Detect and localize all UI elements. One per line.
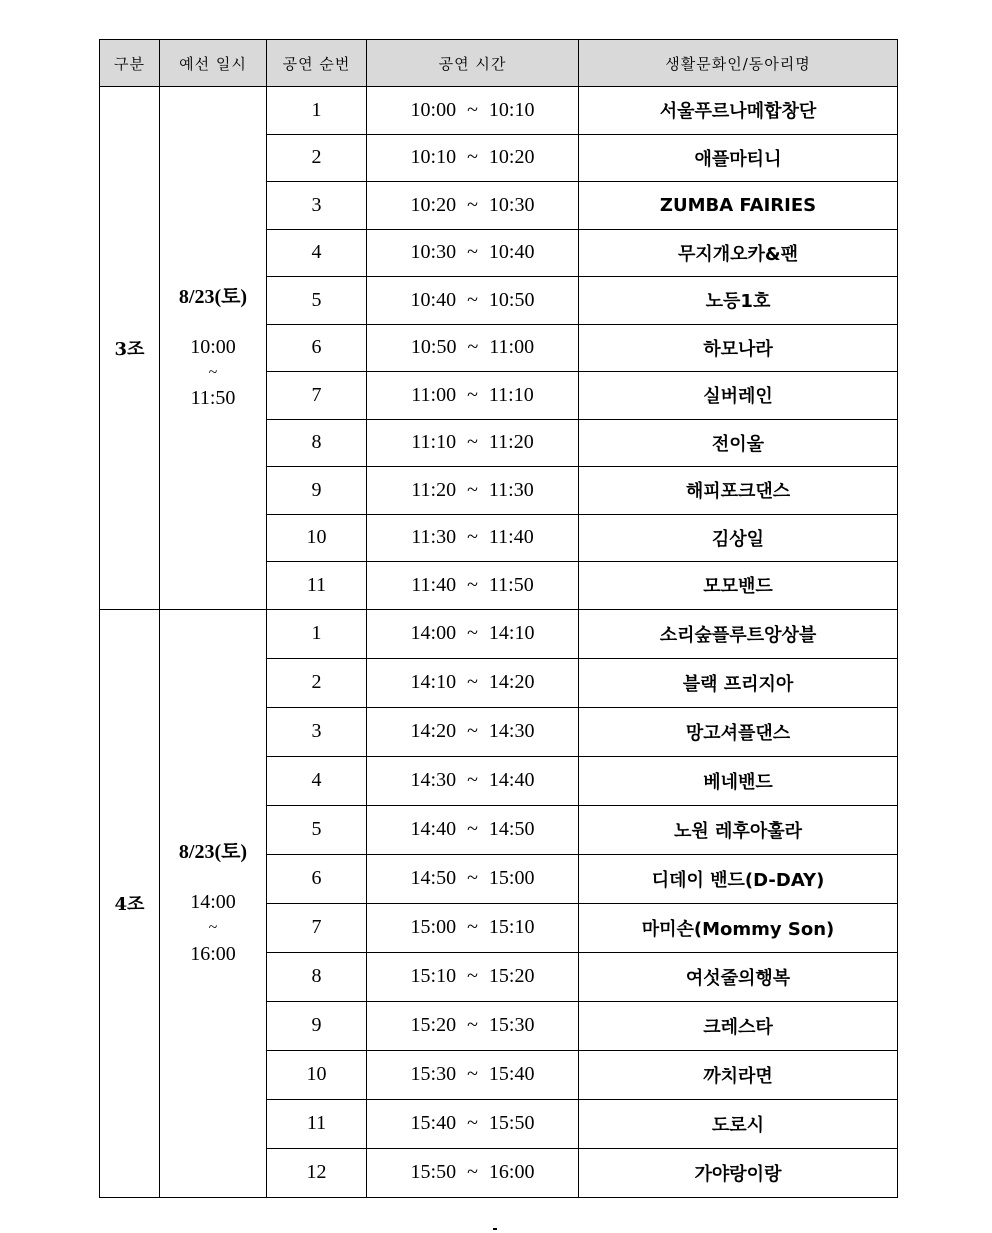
performance-time: 11:30 ~ 11:40 — [367, 514, 579, 562]
performance-time: 10:30 ~ 10:40 — [367, 229, 579, 277]
performance-order: 3 — [267, 707, 367, 756]
club-name: 노등1호 — [579, 277, 898, 325]
performance-time: 11:20 ~ 11:30 — [367, 467, 579, 515]
prelim-date: 8/23(토) — [178, 286, 248, 309]
performance-time: 14:00 ~ 14:10 — [367, 609, 579, 658]
performance-time: 10:40 ~ 10:50 — [367, 277, 579, 325]
page-footer-mark — [493, 1228, 497, 1230]
club-name: 베네밴드 — [579, 756, 898, 805]
club-name: 소리숲플루트앙상블 — [579, 609, 898, 658]
club-name: 가야랑이랑 — [579, 1148, 898, 1197]
performance-order: 1 — [267, 87, 367, 135]
performance-time: 15:40 ~ 15:50 — [367, 1099, 579, 1148]
club-name: ZUMBA FAIRIES — [579, 182, 898, 230]
club-name: 애플마티니 — [579, 134, 898, 182]
club-name: 여섯줄의행복 — [579, 952, 898, 1001]
performance-order: 12 — [267, 1148, 367, 1197]
performance-order: 4 — [267, 229, 367, 277]
performance-time: 14:10 ~ 14:20 — [367, 658, 579, 707]
prelim-end-time: 16:00 — [190, 942, 236, 965]
performance-time: 10:00 ~ 10:10 — [367, 87, 579, 135]
prelim-start-time: 10:00 — [190, 336, 236, 359]
performance-order: 8 — [267, 952, 367, 1001]
performance-order: 9 — [267, 467, 367, 515]
performance-order: 11 — [267, 1099, 367, 1148]
header-club-name: 생활문화인/동아리명 — [579, 40, 898, 87]
club-name: 도로시 — [579, 1099, 898, 1148]
table-row — [100, 87, 898, 135]
performance-order: 6 — [267, 324, 367, 372]
performance-time: 15:30 ~ 15:40 — [367, 1050, 579, 1099]
group-label: 3조 — [100, 87, 160, 610]
performance-order: 7 — [267, 372, 367, 420]
performance-order: 9 — [267, 1001, 367, 1050]
header-performance-time: 공연 시간 — [367, 40, 579, 87]
schedule-table — [99, 39, 898, 1198]
club-name: 무지개오카&팬 — [579, 229, 898, 277]
table-row — [100, 609, 898, 658]
header-prelim-datetime: 예선 일시 — [160, 40, 267, 87]
prelim-datetime-cell — [160, 609, 267, 1197]
prelim-time-tilde: ~ — [208, 364, 218, 382]
club-name: 크레스타 — [579, 1001, 898, 1050]
performance-time: 15:00 ~ 15:10 — [367, 903, 579, 952]
performance-time: 14:20 ~ 14:30 — [367, 707, 579, 756]
prelim-end-time: 11:50 — [190, 387, 236, 410]
schedule-body — [100, 87, 898, 1198]
performance-order: 10 — [267, 1050, 367, 1099]
header-group: 구분 — [100, 40, 160, 87]
club-name: 모모밴드 — [579, 562, 898, 610]
club-name: 실버레인 — [579, 372, 898, 420]
performance-time: 15:10 ~ 15:20 — [367, 952, 579, 1001]
club-name: 노원 레후아훌라 — [579, 805, 898, 854]
club-name: 서울푸르나메합창단 — [579, 87, 898, 135]
prelim-start-time: 14:00 — [190, 891, 236, 914]
performance-order: 6 — [267, 854, 367, 903]
performance-order: 7 — [267, 903, 367, 952]
performance-order: 2 — [267, 134, 367, 182]
performance-order: 8 — [267, 419, 367, 467]
performance-order: 2 — [267, 658, 367, 707]
performance-time: 11:40 ~ 11:50 — [367, 562, 579, 610]
performance-time: 14:40 ~ 14:50 — [367, 805, 579, 854]
performance-time: 15:20 ~ 15:30 — [367, 1001, 579, 1050]
performance-time: 14:30 ~ 14:40 — [367, 756, 579, 805]
prelim-time-tilde: ~ — [208, 919, 218, 937]
performance-order: 1 — [267, 609, 367, 658]
performance-order: 5 — [267, 277, 367, 325]
club-name: 까치라면 — [579, 1050, 898, 1099]
header-performance-order: 공연 순번 — [267, 40, 367, 87]
prelim-date: 8/23(토) — [178, 841, 248, 864]
performance-time: 10:50 ~ 11:00 — [367, 324, 579, 372]
club-name: 블랙 프리지아 — [579, 658, 898, 707]
performance-order: 11 — [267, 562, 367, 610]
performance-time: 11:00 ~ 11:10 — [367, 372, 579, 420]
performance-time: 10:20 ~ 10:30 — [367, 182, 579, 230]
club-name: 망고셔플댄스 — [579, 707, 898, 756]
performance-order: 4 — [267, 756, 367, 805]
club-name: 디데이 밴드(D-DAY) — [579, 854, 898, 903]
club-name: 해피포크댄스 — [579, 467, 898, 515]
prelim-datetime-cell — [160, 87, 267, 610]
performance-order: 10 — [267, 514, 367, 562]
performance-order: 3 — [267, 182, 367, 230]
club-name: 김상일 — [579, 514, 898, 562]
performance-time: 15:50 ~ 16:00 — [367, 1148, 579, 1197]
performance-order: 5 — [267, 805, 367, 854]
performance-time: 14:50 ~ 15:00 — [367, 854, 579, 903]
performance-time: 10:10 ~ 10:20 — [367, 134, 579, 182]
header-row — [100, 40, 898, 87]
club-name: 마미손(Mommy Son) — [579, 903, 898, 952]
group-label: 4조 — [100, 609, 160, 1197]
club-name: 하모나라 — [579, 324, 898, 372]
performance-time: 11:10 ~ 11:20 — [367, 419, 579, 467]
club-name: 전이울 — [579, 419, 898, 467]
